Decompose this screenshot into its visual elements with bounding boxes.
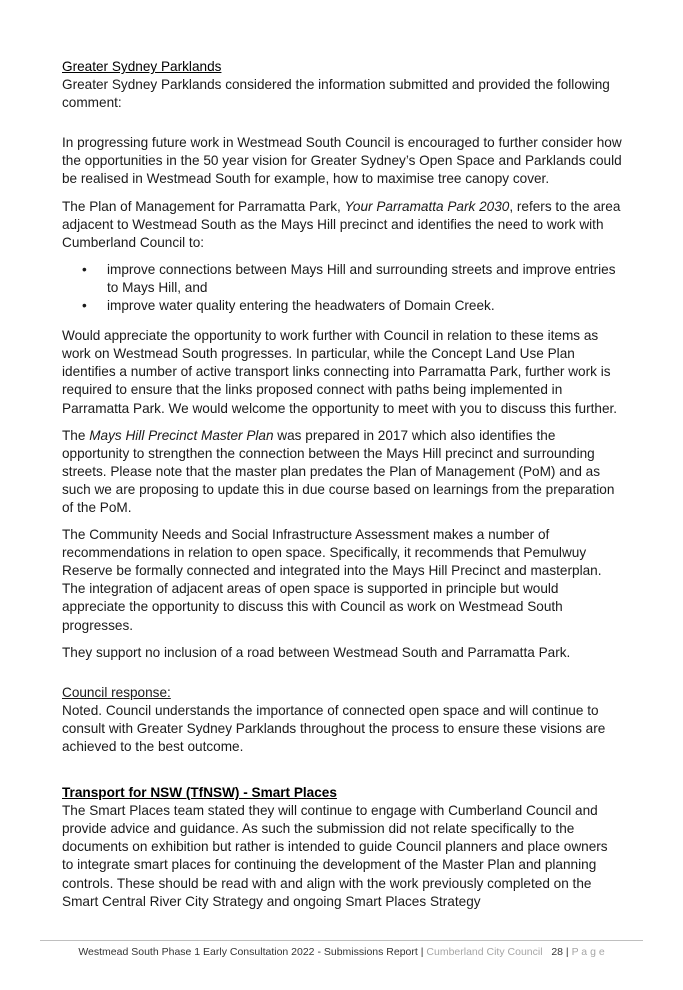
- paragraph-master-plan: [62, 427, 622, 517]
- section-heading-greater-sydney-parklands: Greater Sydney Parklands: [62, 59, 222, 74]
- list-item-text: improve connections between Mays Hill and surrounding streets and improve entries to Mays Hill, and: [107, 261, 616, 295]
- intro-paragraph: Greater Sydney Parklands considered the information submitted and provided the following comment:: [62, 77, 610, 111]
- bullet-icon: •: [82, 298, 87, 314]
- council-response-text: Noted. Council understands the importance of connected open space and will continue to consult with Greater Sydney Parklands throughout the process to ensure these visions are achieved to the best outcome.: [62, 702, 606, 754]
- paragraph-active-transport: Would appreciate the opportunity to work further with Council in relation to these items as work on Westmead South progresses. In particular, while the Concept Land Use Plan identifies a number of active transport links connecting into Parramatta Park, further work is required to ensure that the links proposed connect with paths being implemented in Parramatta Park. We would welcome the opportunity to meet with you to discuss this further.: [62, 328, 618, 416]
- italic-title: Mays Hill Precinct Master Plan: [89, 427, 274, 443]
- footer-page-label: P a g e: [571, 946, 605, 958]
- footer-separator: |: [420, 946, 424, 958]
- text-run: was prepared in 2017 which also identifies the opportunity to strengthen the connection between the Mays Hill precinct and surrounding streets. Please note that the master plan predates the Plan of Management (PoM) and as such we are proposing to update this in due course based on learnings from the preparation of the PoM.: [62, 427, 615, 515]
- list-item: [62, 261, 622, 297]
- section-heading-tfnsw: Transport for NSW (TfNSW) - Smart Places: [62, 785, 337, 801]
- paragraph-road-inclusion: They support no inclusion of a road between Westmead South and Parramatta Park.: [62, 644, 571, 660]
- bullet-icon: •: [82, 261, 87, 277]
- text-run: The: [62, 427, 90, 443]
- footer-page-separator: |: [565, 946, 569, 958]
- footer-doc-title: Westmead South Phase 1 Early Consultation 2022 - Submissions Report: [78, 946, 418, 958]
- paragraph-smart-places: The Smart Places team stated they will continue to engage with Cumberland Council and provide advice and guidance. As such the submission did not relate specifically to the documents on exhibition but rather is intended to guide Council planners and place owners to integrate smart places for continuing the development of the Master Plan and planning controls. These should be read with and align with the work previously completed on the Smart Central River City Strategy and ongoing Smart Places Strategy: [62, 803, 608, 909]
- text-run: , refers to the area adjacent to Westmead South as the Mays Hill precinct and identifies the need to work with Cumberland Council to:: [62, 198, 621, 250]
- page-footer: [40, 940, 643, 958]
- footer-page-number: 28: [551, 946, 563, 958]
- council-response-label-text: Council response:: [62, 684, 171, 700]
- paragraph-tree-canopy: In progressing future work in Westmead South Council is encouraged to further consider how the opportunities in the 50 year vision for Greater Sydney’s Open Space and Parklands could be realised in Westmead South for example, how to maximise tree canopy cover.: [62, 135, 622, 187]
- list-item: [62, 297, 622, 315]
- paragraph-community-needs: The Community Needs and Social Infrastructure Assessment makes a number of recommendations in relation to open space. Specifically, it recommends that Pemulwuy Reserve be formally connected and integrated into the Mays Hill Precinct and masterplan. The integration of adjacent areas of open space is supported in principle but would appreciate the opportunity to discuss this with Council as work on Westmead South progresses.: [62, 527, 602, 633]
- bullet-list: [62, 261, 622, 315]
- footer-org: Cumberland City Council: [426, 946, 543, 958]
- list-item-text: improve water quality entering the headwaters of Domain Creek.: [107, 298, 495, 314]
- italic-title: Your Parramatta Park 2030: [344, 198, 510, 214]
- page-content: [62, 58, 622, 911]
- text-run: The Plan of Management for Parramatta Park,: [62, 198, 345, 214]
- council-response-label: [62, 684, 622, 702]
- paragraph-plan-of-management: [62, 198, 622, 252]
